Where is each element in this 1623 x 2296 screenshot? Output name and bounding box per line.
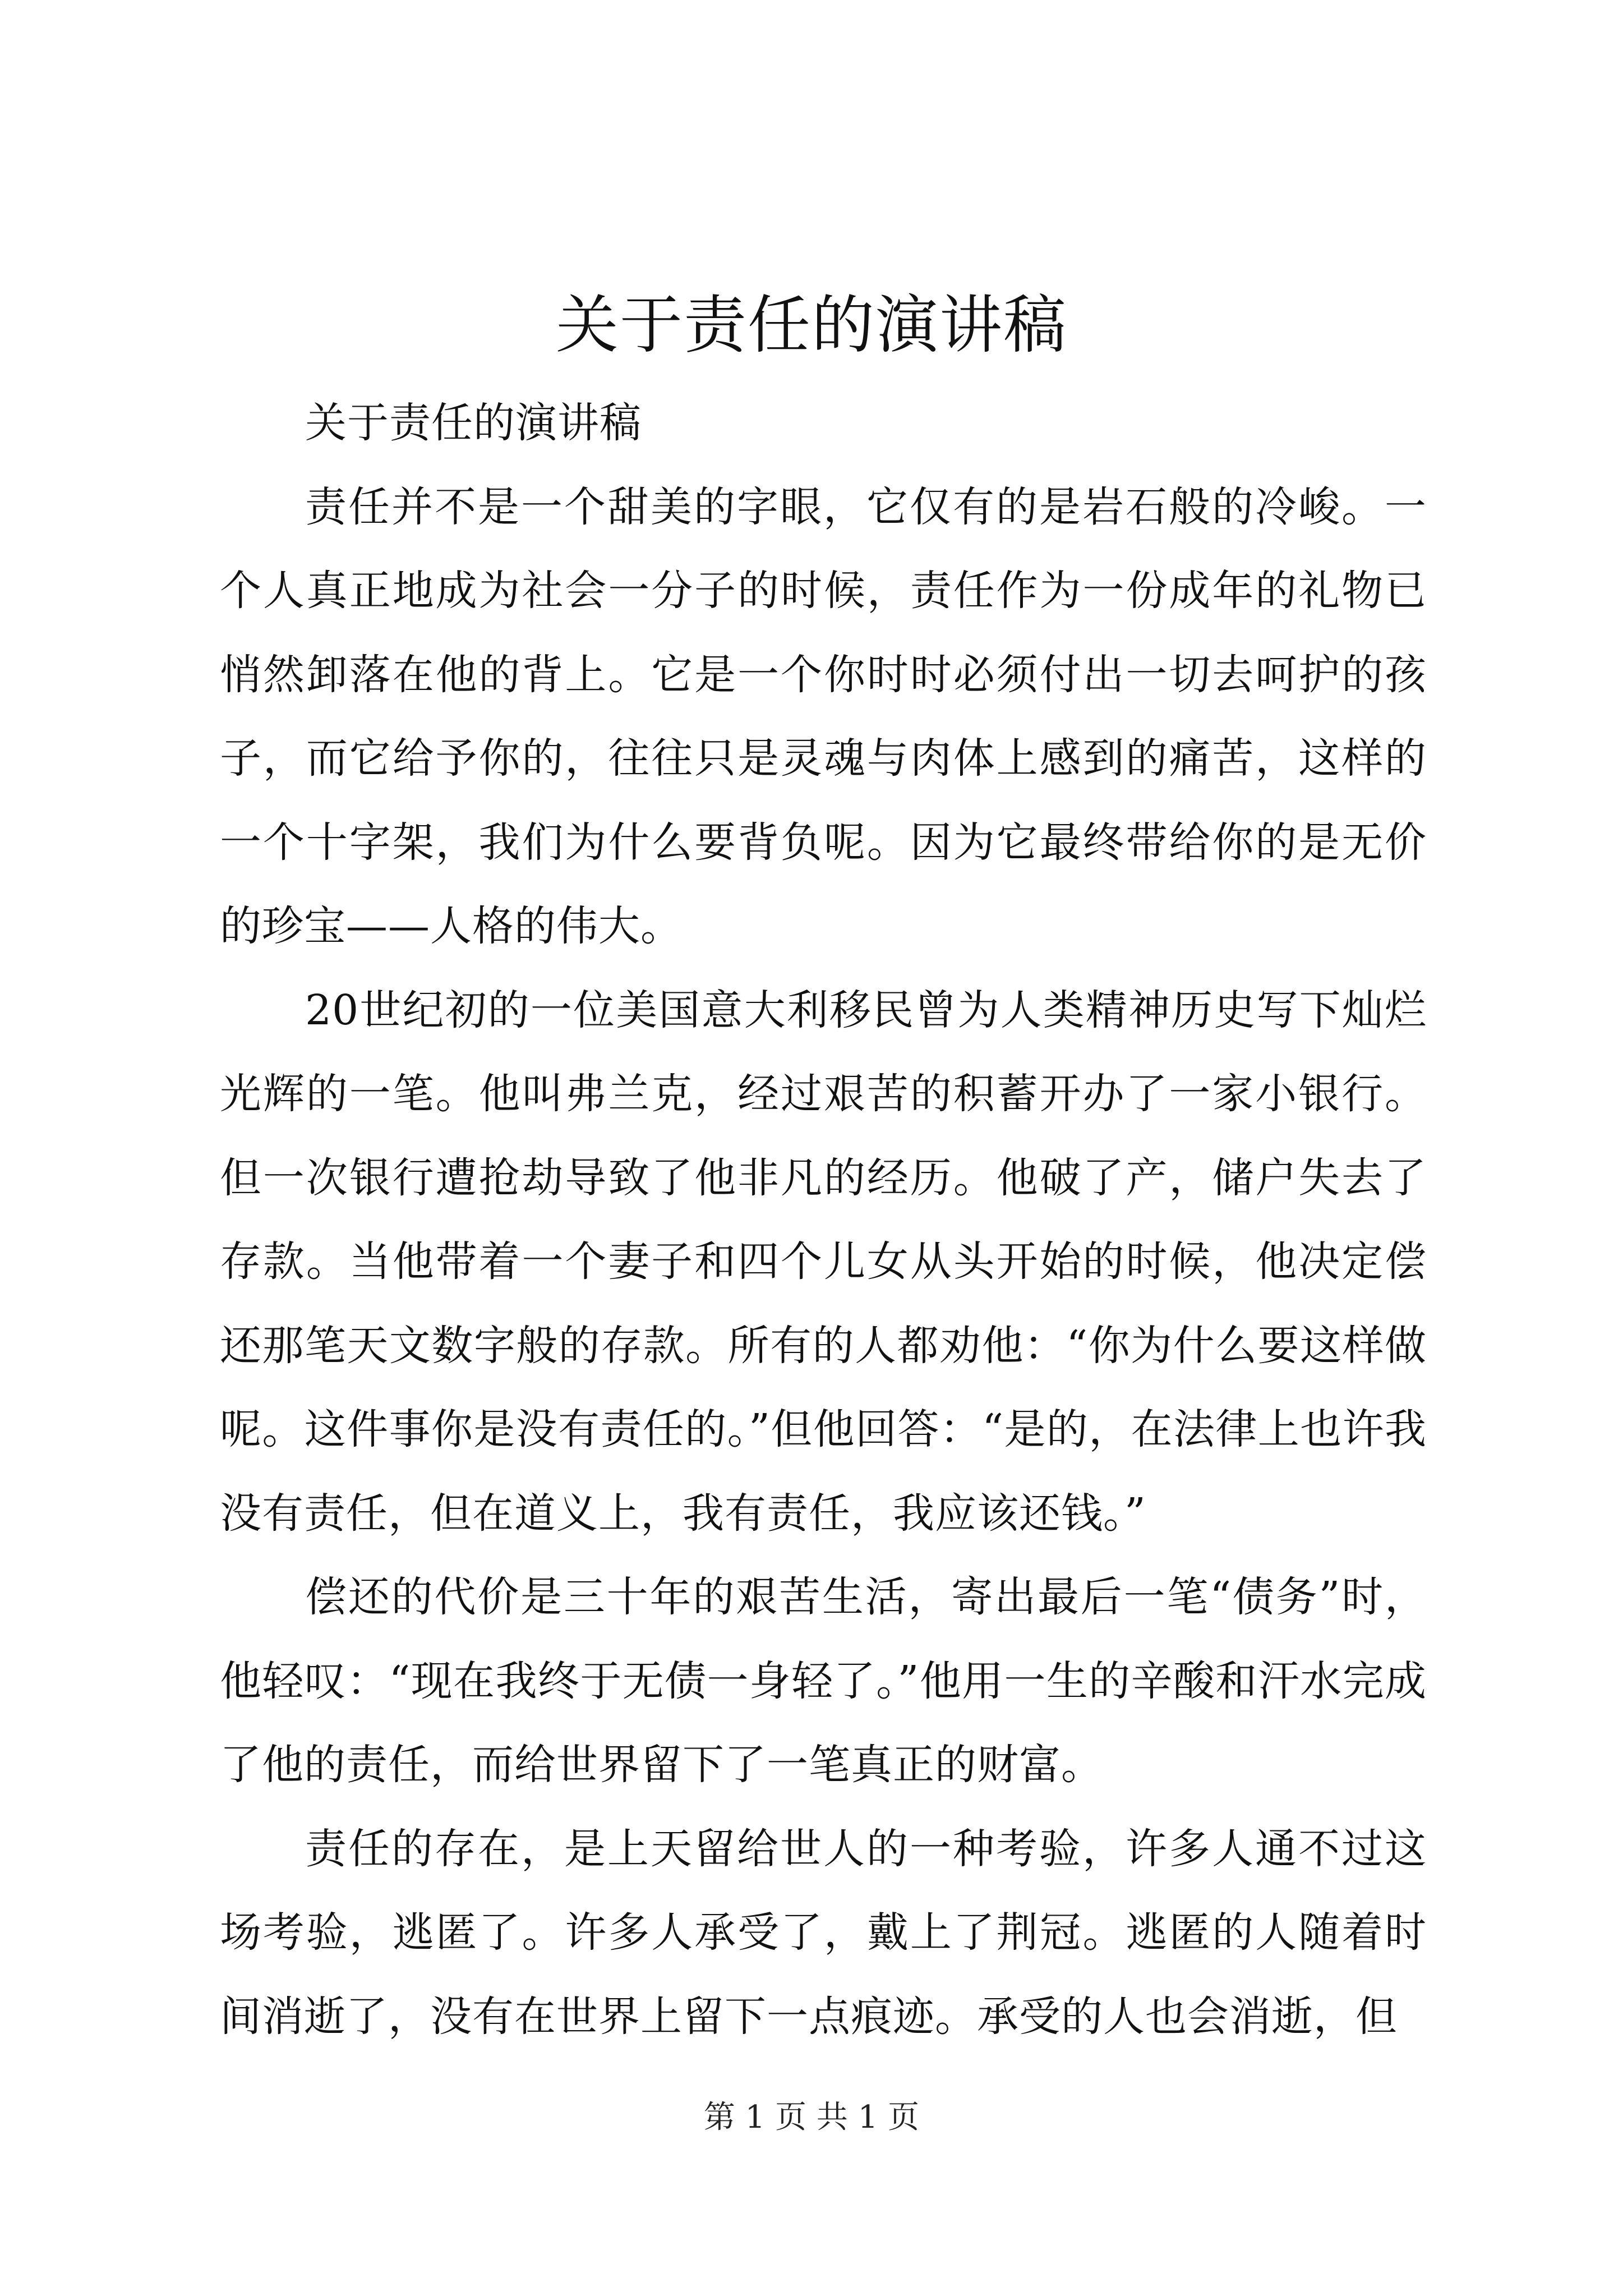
page-number-footer: 第 1 页 共 1 页: [703, 2099, 920, 2136]
document-body: [220, 381, 1427, 2059]
paragraph-responsibility-intro: 责任并不是一个甜美的字眼，它仅有的是岩石般的冷峻。一个人真正地成为社会一分子的时候，责任作为一份成年的礼物已悄然卸落在他的背上。它是一个你时时必须付出一切去呵护的孩子，而它给予你的，往往只是灵魂与肉体上感到的痛苦，这样的一个十字架，我们为什么要背负呢。因为它最终带给你的是无价的珍宝——人格的伟大。: [220, 482, 1427, 950]
paragraph-frank-story: 20世纪初的一位美国意大利移民曾为人类精神历史写下灿烂光辉的一笔。他叫弗兰克，经过艰苦的积蓄开办了一家小银行。但一次银行遭抢劫导致了他非凡的经历。他破了产，储户失去了存款。当他带着一个妻子和四个儿女从头开始的时候，他决定偿还那笔天文数字般的存款。所有的人都劝他：“你为什么要这样做呢。这件事你是没有责任的。”但他回答：“是的，在法律上也许我没有责任，但在道义上，我有责任，我应该还钱。”: [220, 986, 1427, 1538]
paragraph-repayment: 偿还的代价是三十年的艰苦生活，寄出最后一笔“债务”时，他轻叹：“现在我终于无债一身轻了。”他用一生的辛酸和汗水完成了他的责任，而给世界留下了一笔真正的财富。: [220, 1573, 1427, 1789]
document-title: 关于责任的演讲稿: [556, 289, 1067, 362]
paragraph-subtitle: 关于责任的演讲稿: [305, 399, 642, 447]
paragraph-test-of-responsibility: 责任的存在，是上天留给世人的一种考验，许多人通不过这场考验，逃匿了。许多人承受了，戴上了荆冠。逃匿的人随着时间消逝了，没有在世界上留下一点痕迹。承受的人也会消逝，但: [220, 1824, 1427, 2041]
